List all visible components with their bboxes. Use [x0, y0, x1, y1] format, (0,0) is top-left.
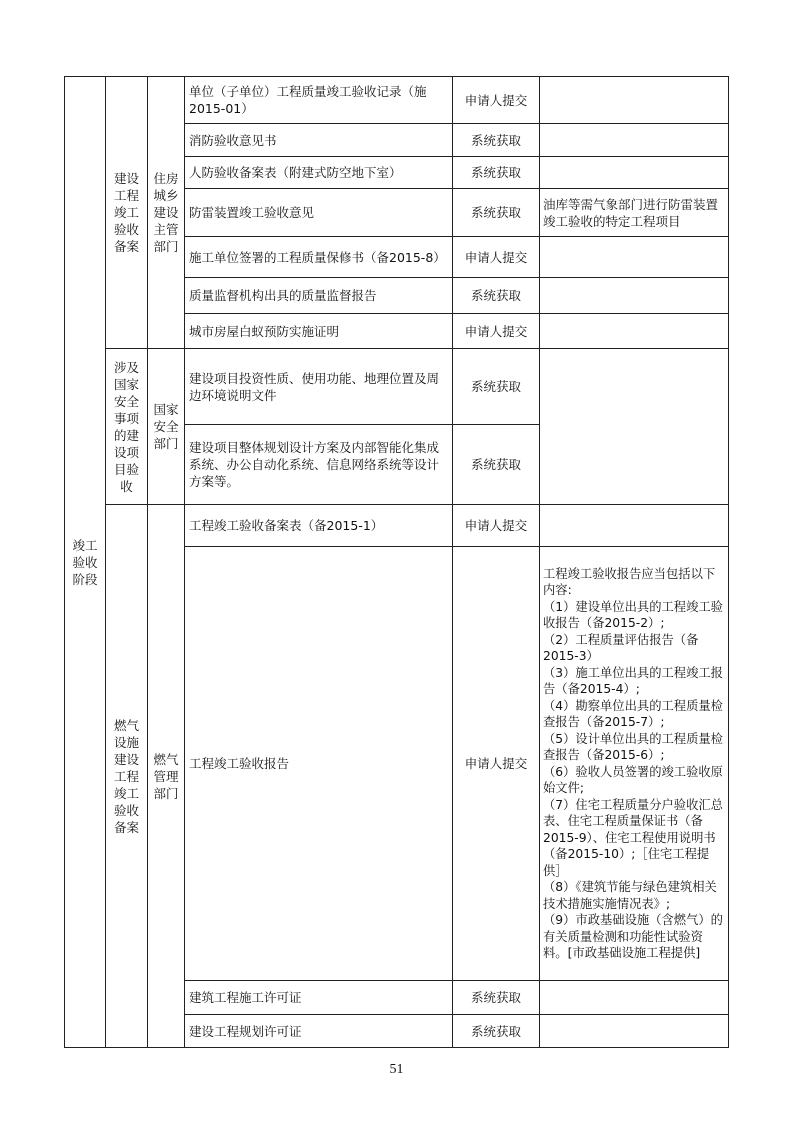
stage-cell: 竣工验收阶段 — [65, 77, 106, 1048]
note-cell — [540, 1015, 729, 1048]
source-cell: 申请人提交 — [453, 314, 540, 349]
section-name-cell: 建设工程竣工验收备案 — [106, 77, 148, 349]
table-row — [65, 349, 729, 425]
dept-cell: 燃气管理部门 — [148, 505, 185, 1048]
section-name-cell: 燃气设施建设工程竣工验收备案 — [106, 505, 148, 1048]
note-cell: 油库等需气象部门进行防雷装置竣工验收的特定工程项目 — [540, 189, 729, 237]
material-cell: 工程竣工验收备案表（备2015-1） — [185, 505, 453, 547]
material-cell: 人防验收备案表（附建式防空地下室） — [185, 157, 453, 189]
source-cell: 系统获取 — [453, 278, 540, 314]
page-number: 51 — [389, 1062, 404, 1077]
dept-cell: 住房城乡建设主管部门 — [148, 77, 185, 349]
material-cell: 质量监督机构出具的质量监督报告 — [185, 278, 453, 314]
source-cell: 系统获取 — [453, 981, 540, 1015]
material-cell: 单位（子单位）工程质量竣工验收记录（施2015-01） — [185, 77, 453, 124]
note-cell — [540, 77, 729, 124]
material-cell: 建设项目整体规划设计方案及内部智能化集成系统、办公自动化系统、信息网络系统等设计方案等。 — [185, 425, 453, 505]
note-cell — [540, 124, 729, 157]
source-cell: 系统获取 — [453, 189, 540, 237]
source-cell: 申请人提交 — [453, 547, 540, 981]
source-cell: 系统获取 — [453, 1015, 540, 1048]
source-cell: 系统获取 — [453, 157, 540, 189]
material-cell: 建筑工程施工许可证 — [185, 981, 453, 1015]
material-cell: 工程竣工验收报告 — [185, 547, 453, 981]
table-row — [65, 505, 729, 547]
note-cell — [540, 314, 729, 349]
dept-cell: 国家安全部门 — [148, 349, 185, 505]
source-cell: 申请人提交 — [453, 505, 540, 547]
source-cell: 申请人提交 — [453, 77, 540, 124]
note-cell — [540, 157, 729, 189]
source-cell: 系统获取 — [453, 349, 540, 425]
material-cell: 建设工程规划许可证 — [185, 1015, 453, 1048]
material-cell: 城市房屋白蚁预防实施证明 — [185, 314, 453, 349]
section-name-cell: 涉及国家安全事项的建设项目验收 — [106, 349, 148, 505]
note-cell: 工程竣工验收报告应当包括以下内容: （1）建设单位出具的工程竣工验收报告（备2015-2）; （2）工程质量评估报告（备2015-3） （3）施工单位出具的工程竣工报告（备2015-4）; （4）勘察单位出具的工程质量检查报告（备2015-7）; （5）设计单位出具的工程质量检查报告（备2015-6）; （6）验收人员签署的竣工验收原始文件; （7）住宅工程质量分户验收汇总表、住宅工程质量保证书（备2015-9）、住宅工程使用说明书（备2015-10）;［住宅工程提供］ （8）《建筑节能与绿色建筑相关技术措施实施情况表》; （9）市政基础设施（含燃气）的有关质量检测和功能性试验资料。[市政基础设施工程提供] — [540, 547, 729, 981]
note-cell — [540, 278, 729, 314]
material-cell: 建设项目投资性质、使用功能、地理位置及周边环境说明文件 — [185, 349, 453, 425]
table-row — [65, 77, 729, 124]
source-cell: 申请人提交 — [453, 237, 540, 278]
material-cell: 施工单位签署的工程质量保修书（备2015-8） — [185, 237, 453, 278]
source-cell: 系统获取 — [453, 124, 540, 157]
source-cell: 系统获取 — [453, 425, 540, 505]
note-cell — [540, 237, 729, 278]
note-cell — [540, 505, 729, 547]
material-cell: 消防验收意见书 — [185, 124, 453, 157]
materials-table — [64, 76, 729, 1048]
note-cell — [540, 349, 729, 505]
material-cell: 防雷装置竣工验收意见 — [185, 189, 453, 237]
note-cell — [540, 981, 729, 1015]
